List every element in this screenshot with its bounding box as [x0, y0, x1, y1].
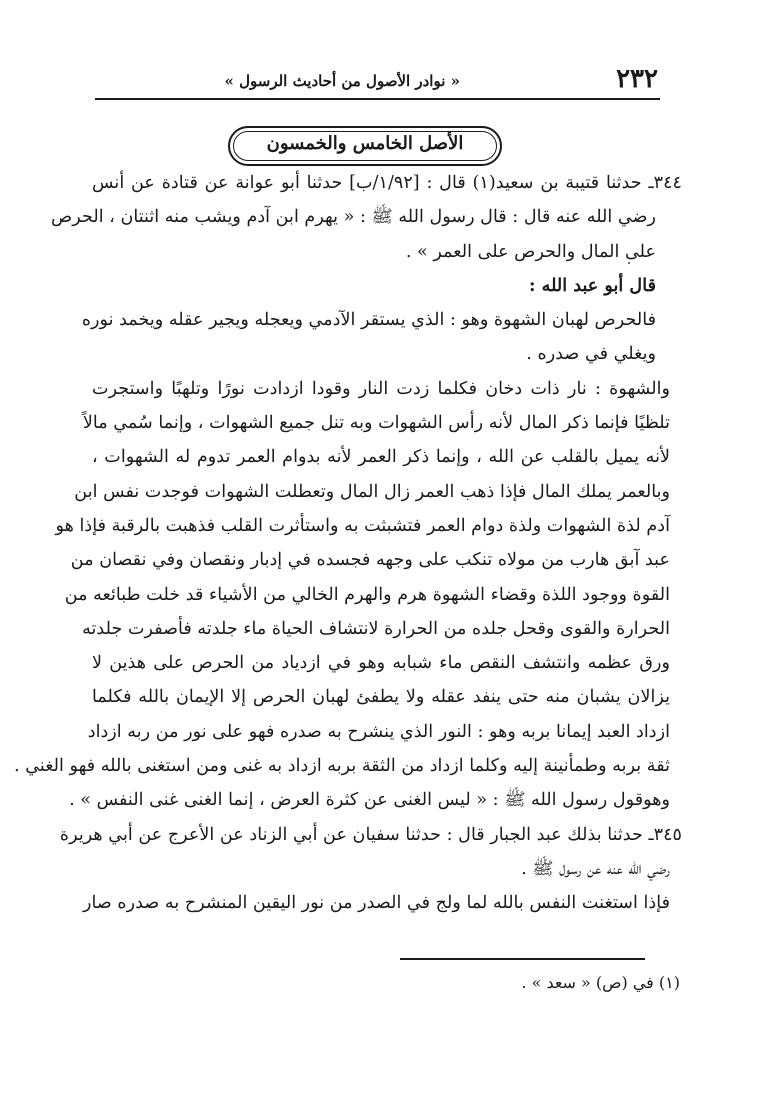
text-line: وهوقول رسول الله ﷺ : « ليس الغنى عن كثرة العرض ، إنما الغنى غنى النفس » .: [69, 790, 670, 811]
text-line: ازداد العبد إيمانا بربه وهو : النور الذي ينشرح به صدره فهو على نور من ربه ازداد: [87, 721, 670, 742]
text-line: الحرارة والقوى وقحل جلده من الحرارة لانتشاف الحياة ماء جلدته فأصفرت جلدته: [82, 618, 670, 639]
text-line: تلظيًا فإنما ذكر المال لأنه رأس الشهوات وبه تنل جميع الشهوات ، وإنما سُمي مالاً: [82, 413, 670, 434]
text-line: على المال والحرص على العمر » .: [405, 241, 656, 262]
text-line: يزالان يشبان منه حتى ينفد عقله ولا يطفئ لهبان الحرص إلا الإيمان بالله فكلما: [92, 687, 670, 708]
text-line: آدم لذة الشهوات ولذة دوام العمر فتشبثت به واستأثرت القلب فذهبت بالرقبة فإذا هو: [55, 515, 670, 536]
body-text: [14, 166, 682, 921]
page-header: [95, 62, 660, 100]
author-heading: قال أبو عبد الله :: [529, 274, 656, 296]
text-line: رضي الله عنه قال : قال رسول الله ﷺ : « يهرم ابن آدم ويشب منه اثنتان ، الحرص: [51, 207, 656, 228]
text-line: القوة ووجود اللذة وقضاء الشهوة هرم والهرم الخالي من الأشياء قد خلت طبائعه من: [64, 584, 670, 605]
section-title: الأصل الخامس والخمسون: [266, 133, 464, 154]
text-line: والشهوة : نار ذات دخان فكلما زدت النار وقودا ازدادت نورًا وتلهبًا واستجرت: [92, 378, 670, 399]
text-line: فإذا استغنت النفس بالله لما ولج في الصدر من نور اليقين المنشرح به صدره صار: [83, 893, 670, 914]
text-line: وبالعمر يملك المال فإذا ذهب العمر زال المال وتعطلت الشهوات فوجدت نفس ابن: [74, 481, 670, 502]
text-line: لأنه يميل بالقلب عن الله ، وإنما ذكر العمر لأنه بدوام العمر تدوم له الشهوات ،: [92, 447, 670, 468]
text-line: ثقة بربه وطمأنينة إليه وكلما ازداد من الثقة بربه ازداد به غنى ومن استغنى بالله فهو الغني .: [14, 756, 670, 777]
footnote-divider: [400, 958, 645, 960]
text-line: رضي الله عنه عن رسول ﷺ .: [521, 858, 670, 879]
running-title: « نوادر الأصول من أحاديث الرسول »: [224, 72, 460, 90]
text-line: ويغلي في صدره .: [526, 344, 656, 365]
text-line: فالحرص لهبان الشهوة وهو : الذي يستقر الآدمي ويعجله ويجير عقله ويخمد نوره: [81, 310, 656, 331]
section-title-cartouche: [228, 126, 502, 166]
hadith-344-line-1: ٣٤٤ـ حدثنا قتيبة بن سعيد(١) قال : [١/٩٢/ب] حدثنا أبو عوانة عن قتادة عن أنس: [92, 173, 682, 193]
text-line: ورق عظمه وانتشف النقص ماء شبابه وهو في ازدياد من الحرص على هذين لا: [92, 653, 670, 674]
page-number: ٢٣٢: [616, 64, 658, 94]
footnote: (١) في (ص) « سعد » .: [521, 973, 680, 992]
text-line: عبد آبق هارب من مولاه تنكب على وجهه فجسده في إدبار ونقصان وفي نقصان من: [70, 550, 670, 571]
hadith-345-line-1: ٣٤٥ـ حدثنا بذلك عبد الجبار قال : حدثنا سفيان عن أبي الزناد عن الأعرج عن أبي هريرة: [59, 824, 682, 845]
